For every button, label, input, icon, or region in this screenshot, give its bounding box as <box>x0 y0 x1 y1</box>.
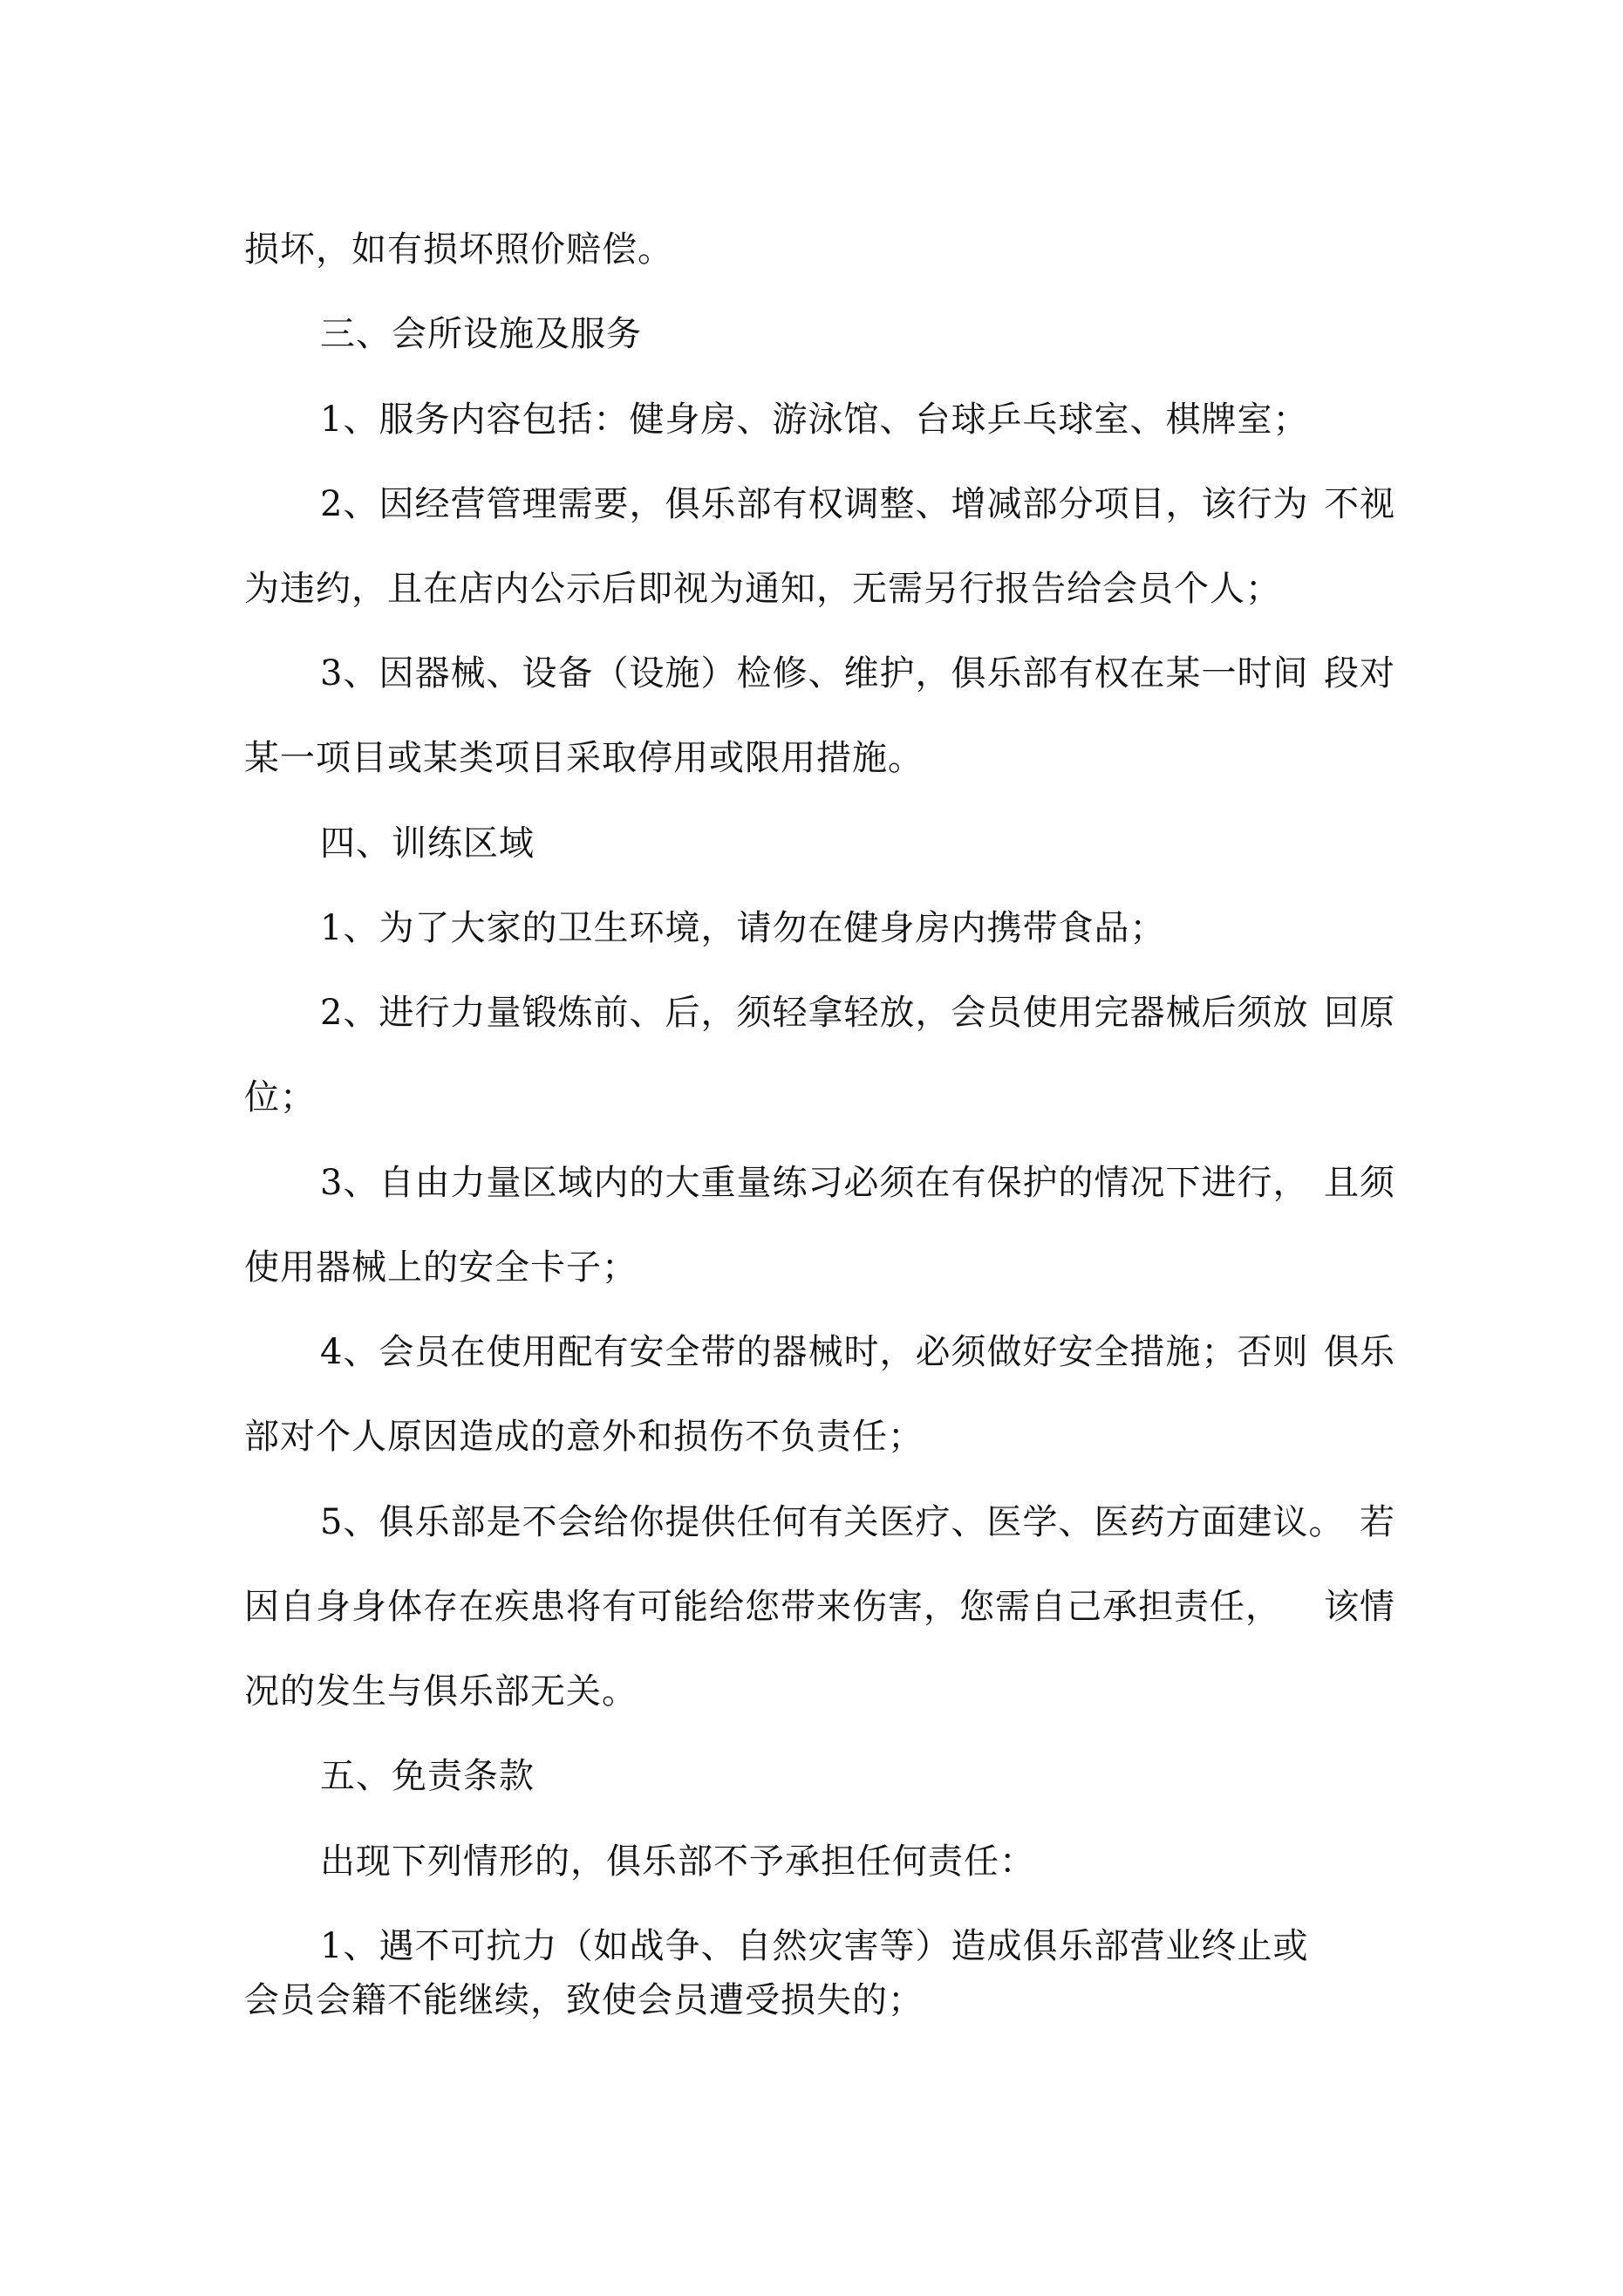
paragraph-line-17: 出现下列情形的，俱乐部不予承担任何责任： <box>320 1842 1035 1882</box>
line-tail: 若 <box>1360 1502 1395 1542</box>
paragraph-line-9: 位； <box>244 1077 316 1117</box>
line-text: 3、因器械、设备（设施）检修、维护，俱乐部有权在某一时间 <box>320 653 1309 694</box>
line-text: 2、进行力量锻炼前、后，须轻拿轻放，会员使用完器械后须放 <box>320 993 1309 1033</box>
paragraph-line-2: 1、服务内容包括：健身房、游泳馆、台球乒乓球室、棋牌室； <box>320 400 1309 440</box>
paragraph-line-12 <box>320 1328 1395 1377</box>
section-heading-4: 四、训练区域 <box>320 823 535 864</box>
paragraph-line-3 <box>320 480 1395 529</box>
paragraph-line-14 <box>320 1498 1395 1547</box>
line-tail: 段对 <box>1324 653 1395 694</box>
line-tail: 且须 <box>1324 1163 1395 1203</box>
paragraph-line-6: 某一项目或某类项目采取停用或限用措施。 <box>244 738 924 778</box>
paragraph-line-15 <box>244 1582 1395 1631</box>
section-heading-3: 三、会所设施及服务 <box>320 314 642 354</box>
line-text: 4、会员在使用配有安全带的器械时，必须做好安全措施；否则 <box>320 1332 1309 1372</box>
section-heading-5: 五、免责条款 <box>320 1756 535 1796</box>
paragraph-line-8 <box>320 988 1395 1037</box>
line-tail: 俱乐 <box>1324 1332 1395 1372</box>
paragraph-line-19: 会员会籍不能继续，致使会员遭受损失的； <box>244 1980 924 2020</box>
paragraph-line-4: 为违约，且在店内公示后即视为通知，无需另行报告给会员个人； <box>244 569 1281 609</box>
paragraph-line-13: 部对个人原因造成的意外和损伤不负责任； <box>244 1417 924 1457</box>
paragraph-line-11: 使用器械上的安全卡子； <box>244 1247 638 1288</box>
paragraph-line-10 <box>320 1158 1395 1207</box>
paragraph-line-5 <box>320 649 1395 698</box>
paragraph-line-7: 1、为了大家的卫生环境，请勿在健身房内携带食品； <box>320 908 1166 948</box>
line-text: 因自身身体存在疾患将有可能给您带来伤害，您需自己承担责任， <box>244 1587 1281 1627</box>
line-text: 5、俱乐部是不会给你提供任何有关医疗、医学、医药方面建议。 <box>320 1502 1345 1542</box>
paragraph-line-18: 1、遇不可抗力（如战争、自然灾害等）造成俱乐部营业终止或 <box>320 1926 1309 1966</box>
line-text: 3、自由力量区域内的大重量练习必须在有保护的情况下进行， <box>320 1163 1309 1203</box>
line-text: 2、因经营管理需要，俱乐部有权调整、增减部分项目，该行为 <box>320 484 1309 524</box>
paragraph-line-16: 况的发生与俱乐部无关。 <box>244 1671 638 1712</box>
line-tail: 回原 <box>1324 993 1395 1033</box>
line-tail: 该情 <box>1324 1587 1395 1627</box>
paragraph-line-1: 损坏，如有损坏照价赔偿。 <box>244 229 673 270</box>
line-tail: 不视 <box>1324 484 1395 524</box>
